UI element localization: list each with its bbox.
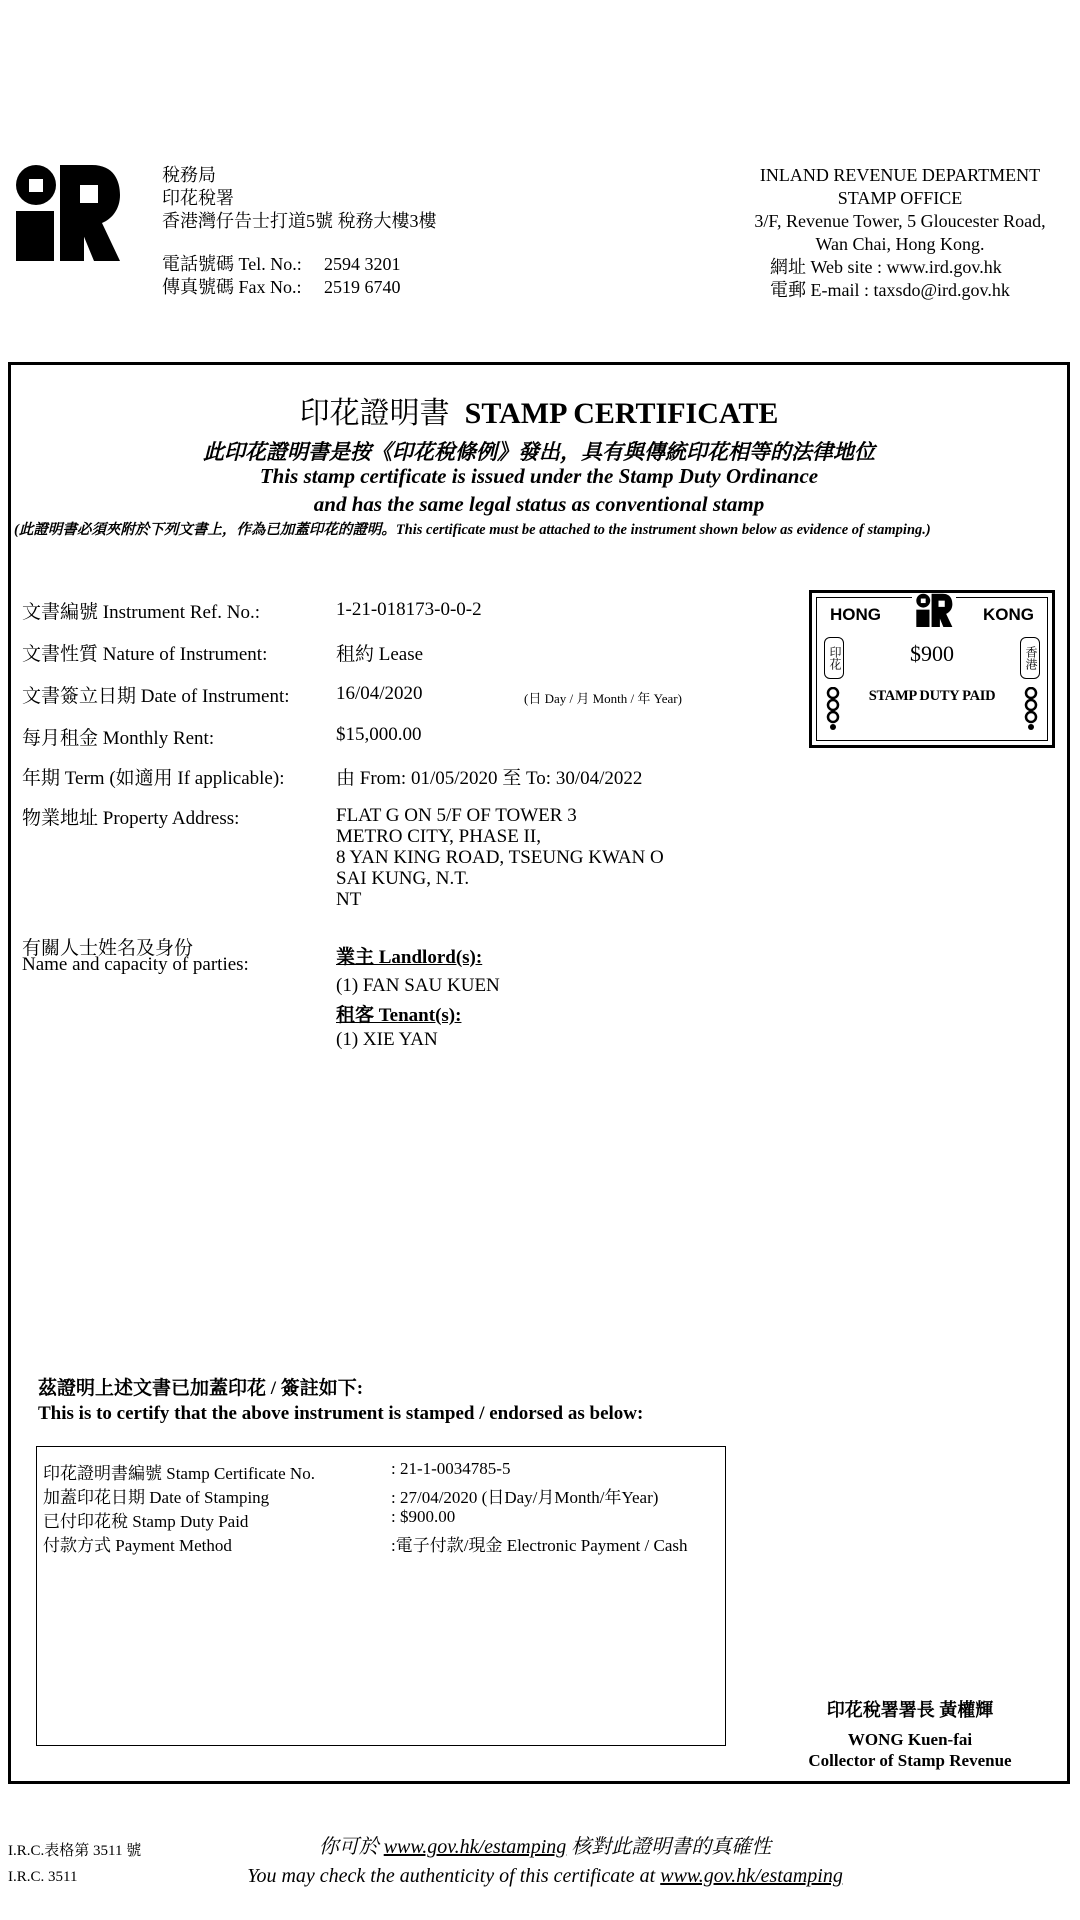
email: 電郵 E-mail : taxsdo@ird.gov.hk <box>770 280 1010 300</box>
website: 網址 Web site : www.ird.gov.hk <box>770 257 1002 277</box>
term-label: 年期 Term (如適用 If applicable): <box>22 768 285 789</box>
tel-label: 電話號碼 Tel. No.: <box>162 254 302 274</box>
office-name-en: STAMP OFFICE <box>837 188 963 208</box>
date-label: 文書簽立日期 Date of Instrument: <box>22 686 290 707</box>
parties-label-zh: 有關人士姓名及身份 <box>22 938 194 959</box>
subtitle-en-2: and has the same legal status as conventional stamp <box>313 492 765 516</box>
instrument-fields <box>22 597 782 1057</box>
landlord-name: (1) FAN SAU KUEN <box>336 975 500 996</box>
address-en-2: Wan Chai, Hong Kong. <box>815 234 985 254</box>
stamp-amount: $900 <box>910 641 954 666</box>
certificate-title <box>8 388 1070 432</box>
collector-signature <box>760 1700 1060 1771</box>
office-name-zh: 印花稅署 <box>162 188 234 208</box>
title-en: STAMP CERTIFICATE <box>464 397 779 430</box>
payment-method-label: 付款方式 Payment Method <box>43 1536 232 1555</box>
address-line: METRO CITY, PHASE II, <box>336 826 541 847</box>
term-value: 由 From: 01/05/2020 至 To: 30/04/2022 <box>336 768 643 789</box>
tenant-heading: 租客 Tenant(s): <box>336 1005 462 1026</box>
duty-paid-label: 已付印花稅 Stamp Duty Paid <box>43 1512 249 1531</box>
address-label: 物業地址 Property Address: <box>22 808 240 829</box>
stamp-caption: STAMP DUTY PAID <box>868 688 996 704</box>
stamp-duty-seal <box>809 590 1055 748</box>
stamp-kong: KONG <box>979 605 1038 625</box>
verify-zh-post: 核對此證明書的真確性 <box>571 1836 772 1858</box>
address-en-1: 3/F, Revenue Tower, 5 Gloucester Road, <box>754 211 1046 231</box>
date-format: (日 Day / 月 Month / 年 Year) <box>524 691 682 706</box>
attachment-note: (此證明書必須夾附於下列文書上，作為已加蓋印花的證明。This certificate must be attached to the instrument shown below as evidence of stamping.) <box>14 522 931 538</box>
verify-zh-pre: 你可於 <box>318 1836 379 1858</box>
endorsement-heading-zh: 茲證明上述文書已加蓋印花 / 簽註如下: <box>38 1378 364 1399</box>
header-right <box>720 164 1080 302</box>
fax-label: 傳真號碼 Fax No.: <box>162 277 302 297</box>
title-zh: 印花證明書 <box>299 397 450 430</box>
form-number-en: I.R.C. 3511 <box>8 1869 78 1885</box>
subtitle-zh: 此印花證明書是按《印花稅條例》發出，具有與傳統印花相等的法律地位 <box>203 440 875 464</box>
payment-method-value: :電子付款/現金 Electronic Payment / Cash <box>391 1536 688 1555</box>
date-value: 16/04/2020 <box>336 683 423 704</box>
rent-label: 每月租金 Monthly Rent: <box>22 728 215 749</box>
tel-number: 2594 3201 <box>324 254 401 274</box>
ref-label: 文書編號 Instrument Ref. No.: <box>22 602 261 623</box>
cert-no-label: 印花證明書編號 Stamp Certificate No. <box>43 1464 315 1483</box>
collector-name-en: WONG Kuen-fai <box>847 1730 973 1749</box>
nature-value: 租約 Lease <box>336 644 424 665</box>
form-number-zh: I.R.C.表格第 3511 號 <box>8 1843 142 1859</box>
dept-name-en: INLAND REVENUE DEPARTMENT <box>759 165 1041 185</box>
verification-note <box>190 1833 900 1891</box>
endorsement-heading <box>38 1376 643 1426</box>
nature-label: 文書性質 Nature of Instrument: <box>22 644 268 665</box>
duty-paid-value: : $900.00 <box>391 1507 456 1526</box>
verify-link-en[interactable]: www.gov.hk/estamping <box>660 1865 843 1887</box>
collector-title-en: Collector of Stamp Revenue <box>808 1751 1012 1770</box>
ird-logo <box>14 163 120 261</box>
stamping-date-label: 加蓋印花日期 Date of Stamping <box>43 1488 270 1507</box>
endorsement-box <box>36 1446 726 1746</box>
address-zh: 香港灣仔告士打道5號 稅務大樓3樓 <box>162 211 437 231</box>
verify-en: You may check the authenticity of this certificate at <box>247 1865 656 1887</box>
stamp-hong: HONG <box>826 605 885 625</box>
ref-value: 1-21-018173-0-0-2 <box>336 599 482 620</box>
seal-right: 香港 <box>1020 637 1040 679</box>
collector-title-zh: 印花稅署署長 黃權輝 <box>826 1700 994 1720</box>
address-line: SAI KUNG, N.T. <box>336 868 470 889</box>
cert-no-value: : 21-1-0034785-5 <box>391 1459 511 1478</box>
address-line: NT <box>336 889 362 910</box>
landlord-heading: 業主 Landlord(s): <box>336 947 483 968</box>
tenant-name: (1) XIE YAN <box>336 1029 438 1050</box>
header-left <box>162 164 437 299</box>
subtitle-en-1: This stamp certificate is issued under the Stamp Duty Ordinance <box>259 464 819 488</box>
rent-value: $15,000.00 <box>336 724 422 745</box>
address-line: FLAT G ON 5/F OF TOWER 3 <box>336 805 577 826</box>
form-number <box>8 1838 141 1890</box>
fax-number: 2519 6740 <box>324 277 401 297</box>
parties-label-en: Name and capacity of parties: <box>22 954 249 975</box>
address-line: 8 YAN KING ROAD, TSEUNG KWAN O <box>336 847 664 868</box>
verify-link[interactable]: www.gov.hk/estamping <box>383 1836 567 1858</box>
dept-name-zh: 稅務局 <box>162 165 216 185</box>
stamping-date-value: : 27/04/2020 (日Day/月Month/年Year) <box>391 1488 659 1507</box>
property-address <box>336 805 664 910</box>
seal-left: 印花 <box>824 637 844 679</box>
endorsement-heading-en: This is to certify that the above instrument is stamped / endorsed as below: <box>38 1403 644 1424</box>
stamp-ird-logo <box>912 593 956 627</box>
